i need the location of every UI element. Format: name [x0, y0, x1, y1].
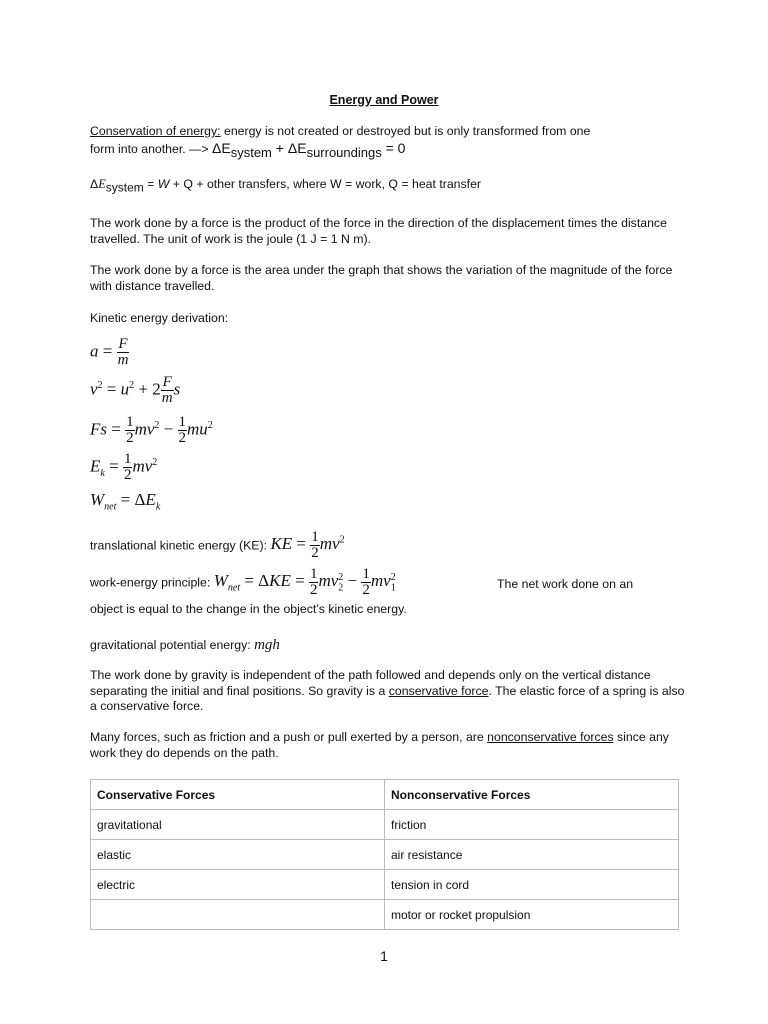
- math-a: a: [90, 341, 99, 361]
- math-w: W: [90, 490, 105, 509]
- delta-symbol: Δ: [90, 177, 99, 191]
- conservative-force-term: conservative force: [388, 683, 489, 698]
- forces-table: [90, 779, 679, 930]
- math-eq: =: [102, 379, 121, 399]
- fraction: [178, 415, 188, 446]
- table-header-conservative: Conservative Forces: [91, 780, 385, 810]
- math-sup: 2: [339, 534, 345, 546]
- translational-ke-formula: [270, 529, 345, 561]
- gpe-line: [90, 637, 280, 653]
- plus-sign: +: [271, 140, 288, 156]
- math-eq: =: [98, 341, 117, 361]
- math-e: E: [145, 490, 156, 509]
- table-header-nonconservative: Nonconservative Forces: [385, 780, 679, 810]
- conservation-label: Conservation of energy:: [90, 124, 221, 138]
- page-number: 1: [380, 948, 388, 964]
- fraction-denominator: 2: [362, 582, 370, 598]
- table-cell: [91, 900, 385, 930]
- ke-derivation-heading: Kinetic energy derivation:: [90, 311, 229, 325]
- table-cell: gravitational: [91, 810, 385, 840]
- math-mv: mv: [132, 456, 153, 476]
- work-symbol: W: [157, 177, 170, 191]
- delta-symbol: Δ: [287, 140, 298, 156]
- fraction-denominator: 2: [311, 545, 319, 561]
- nonconservative-paragraph: [90, 730, 690, 761]
- math-eq: =: [292, 534, 311, 554]
- math-mv: mv: [319, 534, 340, 554]
- table-cell: friction: [385, 810, 679, 840]
- translational-ke-label: translational kinetic energy (KE):: [90, 538, 271, 553]
- math-sub: k: [155, 501, 161, 513]
- table-header-row: [91, 780, 679, 810]
- gpe-formula: mgh: [254, 637, 280, 653]
- derivation-line-2: [90, 375, 180, 406]
- conservation-line-2: [90, 140, 405, 161]
- delta-e-description: + Q + other transfers, where W = work, Q = heat transfer: [169, 177, 482, 191]
- math-mv: mv: [370, 571, 391, 591]
- math-sup: 2: [97, 379, 103, 391]
- table-row: [91, 810, 679, 840]
- fraction-numerator: 1: [311, 529, 319, 545]
- conservation-text-2: form into another. —>: [90, 142, 213, 156]
- math-eq: =: [290, 571, 309, 591]
- fraction-numerator: F: [162, 374, 172, 390]
- surroundings-subscript: surroundings: [306, 144, 382, 160]
- fraction: [123, 452, 133, 483]
- fraction-denominator: 2: [123, 467, 132, 483]
- table-cell: air resistance: [385, 840, 679, 870]
- fraction-numerator: 1: [126, 414, 134, 430]
- table-row: [91, 840, 679, 870]
- work-energy-note-1: The net work done on an: [497, 577, 634, 591]
- gravity-text-1: The work done by gravity is independent of the path followed and depends only on the vertical distance separating the initial and final positions. So gravity is a: [90, 668, 651, 698]
- fraction-denominator: 2: [309, 582, 318, 598]
- fraction-denominator: 2: [178, 430, 187, 446]
- math-ke: KE: [269, 571, 291, 591]
- math-mu: mu: [187, 419, 208, 439]
- conservation-text-1: energy is not created or destroyed but is only transformed from one: [220, 124, 591, 138]
- gravity-paragraph: [90, 668, 690, 715]
- math-w: W: [213, 571, 228, 591]
- fraction: [117, 337, 130, 368]
- gravity-text-2: . The elastic force of a spring is also a conservative force.: [90, 683, 685, 713]
- table-cell: tension in cord: [385, 870, 679, 900]
- table-cell: elastic: [91, 840, 385, 870]
- fraction-numerator: 1: [309, 566, 318, 582]
- equals-zero: = 0: [381, 140, 406, 156]
- math-u: u: [120, 379, 130, 399]
- delta-e-system-line: [90, 176, 481, 195]
- math-sup: 2: [390, 571, 396, 583]
- work-definition-paragraph: The work done by a force is the product of the force in the direction of the displacement times the distance travelled. The unit of work is the joule (1 J = 1 N m).: [90, 216, 667, 246]
- system-subscript: system: [105, 180, 144, 195]
- conservation-line-1: [90, 123, 590, 139]
- conservation-equation: [212, 140, 406, 160]
- math-sub: 2: [338, 582, 344, 594]
- fraction-numerator: 1: [123, 451, 132, 467]
- math-sup: 2: [129, 379, 135, 391]
- math-minus: −: [343, 571, 362, 591]
- energy-symbol: E: [98, 177, 106, 191]
- work-energy-formula: [213, 566, 396, 598]
- math-sub: net: [227, 582, 241, 594]
- math-minus: −: [159, 419, 178, 439]
- math-plus-two: + 2: [134, 379, 161, 399]
- fraction: [125, 415, 135, 446]
- fraction: [361, 567, 371, 598]
- math-sub: net: [104, 501, 117, 513]
- math-s: s: [173, 379, 181, 399]
- fraction: [161, 375, 174, 406]
- math-eq-delta: = Δ: [116, 490, 146, 509]
- math-sub: 1: [390, 582, 396, 594]
- math-sup: 2: [152, 456, 158, 468]
- math-sup: 2: [207, 419, 213, 431]
- table-cell: motor or rocket propulsion: [385, 900, 679, 930]
- math-e: E: [90, 456, 101, 476]
- math-mv: mv: [134, 419, 155, 439]
- equals-sign: =: [143, 177, 158, 191]
- fraction-numerator: 1: [362, 566, 370, 582]
- math-ke: KE: [270, 534, 293, 554]
- fraction: [310, 530, 320, 561]
- nonconservative-forces-term: nonconservative forces: [487, 730, 614, 744]
- work-energy-line: [90, 567, 396, 603]
- math-fs: Fs: [90, 419, 107, 439]
- energy-symbol: E: [297, 140, 307, 156]
- derivation-line-1: [90, 337, 129, 368]
- nonconservative-text-2: since any work they do depends on the path.: [90, 730, 669, 760]
- derivation-line-3: [90, 415, 213, 446]
- energy-symbol: E: [221, 140, 231, 156]
- table-row: [91, 900, 679, 930]
- work-energy-label: work-energy principle:: [90, 575, 214, 590]
- fraction-numerator: 1: [178, 414, 187, 430]
- math-eq-delta: = Δ: [240, 571, 270, 591]
- math-eq: =: [104, 456, 123, 476]
- math-eq: =: [107, 419, 126, 439]
- table-cell: electric: [91, 870, 385, 900]
- fraction-denominator: m: [117, 352, 129, 368]
- math-sub: k: [100, 467, 105, 479]
- work-energy-note-2: object is equal to the change in the object’s kinetic energy.: [90, 602, 407, 616]
- nonconservative-text-1: Many forces, such as friction and a push or pull exerted by a person, are: [90, 730, 488, 744]
- derivation-line-4: [90, 452, 157, 483]
- gpe-label: gravitational potential energy:: [90, 638, 255, 652]
- derivation-line-5: [90, 490, 160, 512]
- fraction-numerator: F: [118, 336, 128, 352]
- fraction-denominator: m: [161, 390, 173, 406]
- delta-symbol: Δ: [212, 140, 222, 156]
- system-subscript: system: [230, 144, 272, 160]
- translational-ke-line: [90, 530, 345, 566]
- math-mv: mv: [318, 571, 339, 591]
- work-area-paragraph: The work done by a force is the area under the graph that shows the variation of the magnitude of the force with distance travelled.: [90, 263, 673, 293]
- fraction-denominator: 2: [126, 430, 134, 446]
- math-v: v: [90, 379, 98, 399]
- math-sup: 2: [338, 571, 344, 583]
- table-row: [91, 870, 679, 900]
- math-sup: 2: [154, 419, 160, 431]
- page-title: Energy and Power: [329, 93, 439, 107]
